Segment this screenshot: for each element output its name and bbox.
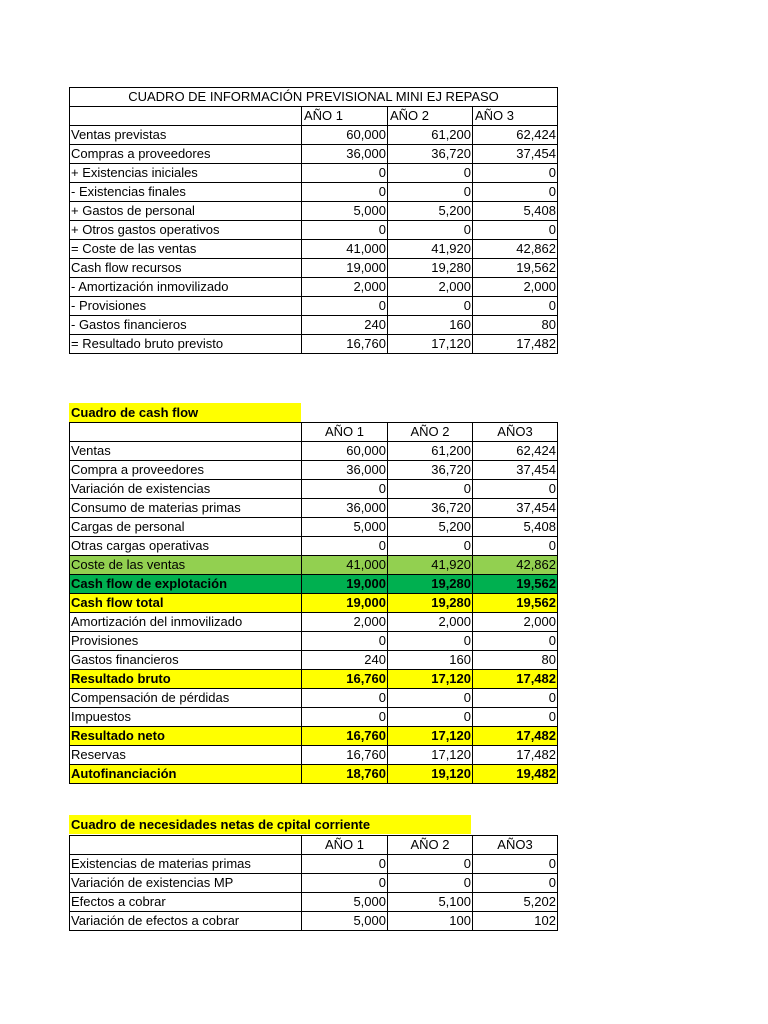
value-cell[interactable]: 2,000 [388, 613, 473, 632]
value-cell[interactable]: 160 [388, 316, 473, 335]
table-row [70, 259, 558, 278]
value-cell[interactable]: 0 [388, 297, 473, 316]
value-cell[interactable]: 37,454 [473, 145, 558, 164]
value-cell[interactable]: 0 [302, 632, 388, 651]
value-cell[interactable]: 36,000 [302, 461, 388, 480]
value-cell[interactable]: 62,424 [473, 126, 558, 145]
value-cell[interactable]: 102 [473, 912, 558, 931]
value-cell[interactable]: 17,482 [473, 335, 558, 354]
table-row [70, 613, 558, 632]
value-cell[interactable]: 19,120 [388, 765, 473, 784]
value-cell[interactable]: 42,862 [473, 240, 558, 259]
value-cell[interactable]: 19,280 [388, 594, 473, 613]
row-label[interactable]: = Coste de las ventas [70, 240, 302, 259]
value-cell[interactable]: 0 [473, 874, 558, 893]
row-label[interactable]: Variación de existencias MP [70, 874, 302, 893]
row-label[interactable]: Compra a proveedores [70, 461, 302, 480]
table-row [70, 632, 558, 651]
value-cell[interactable]: 2,000 [473, 613, 558, 632]
value-cell[interactable]: 16,760 [302, 746, 388, 765]
header-cell[interactable]: AÑO 1 [302, 836, 388, 855]
value-cell[interactable]: 16,760 [302, 727, 388, 746]
table-row-gross-result [70, 670, 558, 689]
value-cell[interactable]: 41,920 [388, 556, 473, 575]
value-cell[interactable]: 0 [388, 537, 473, 556]
value-cell[interactable]: 18,760 [302, 765, 388, 784]
row-label[interactable]: Ventas previstas [70, 126, 302, 145]
row-label[interactable]: Resultado bruto [70, 670, 302, 689]
value-cell[interactable]: 0 [302, 708, 388, 727]
value-cell[interactable]: 80 [473, 316, 558, 335]
value-cell[interactable]: 60,000 [302, 126, 388, 145]
value-cell[interactable]: 19,000 [302, 594, 388, 613]
row-label[interactable]: Compras a proveedores [70, 145, 302, 164]
value-cell[interactable]: 19,000 [302, 575, 388, 594]
value-cell[interactable]: 0 [473, 480, 558, 499]
value-cell[interactable]: 0 [388, 874, 473, 893]
table-row [70, 874, 558, 893]
value-cell[interactable]: 19,280 [388, 575, 473, 594]
table-row-net-result [70, 727, 558, 746]
value-cell[interactable]: 0 [302, 537, 388, 556]
value-cell[interactable]: 0 [388, 855, 473, 874]
value-cell[interactable]: 0 [388, 480, 473, 499]
value-cell[interactable]: 16,760 [302, 335, 388, 354]
value-cell[interactable]: 0 [302, 221, 388, 240]
header-row [70, 836, 558, 855]
value-cell[interactable]: 0 [388, 689, 473, 708]
value-cell[interactable]: 0 [473, 689, 558, 708]
value-cell[interactable]: 60,000 [302, 442, 388, 461]
header-cell[interactable]: AÑO3 [473, 423, 558, 442]
table-row [70, 518, 558, 537]
value-cell[interactable]: 0 [302, 297, 388, 316]
row-label[interactable]: - Gastos financieros [70, 316, 302, 335]
table-row [70, 221, 558, 240]
header-cell[interactable]: AÑO3 [473, 836, 558, 855]
value-cell[interactable]: 17,482 [473, 746, 558, 765]
value-cell[interactable]: 17,120 [388, 335, 473, 354]
value-cell[interactable]: 5,202 [473, 893, 558, 912]
value-cell[interactable]: 17,120 [388, 746, 473, 765]
row-label[interactable]: - Existencias finales [70, 183, 302, 202]
value-cell[interactable]: 0 [388, 708, 473, 727]
value-cell[interactable]: 0 [473, 221, 558, 240]
value-cell[interactable]: 19,562 [473, 594, 558, 613]
row-label[interactable]: Existencias de materias primas [70, 855, 302, 874]
value-cell[interactable]: 36,720 [388, 461, 473, 480]
value-cell[interactable]: 41,920 [388, 240, 473, 259]
value-cell[interactable]: 5,408 [473, 202, 558, 221]
value-cell[interactable]: 36,720 [388, 145, 473, 164]
value-cell[interactable]: 19,562 [473, 259, 558, 278]
cash-flow-table [69, 422, 558, 784]
table-row [70, 183, 558, 202]
table-row-cost-of-sales [70, 556, 558, 575]
table-row [70, 746, 558, 765]
forecast-info-table [69, 87, 558, 354]
row-label[interactable]: - Provisiones [70, 297, 302, 316]
value-cell[interactable]: 19,280 [388, 259, 473, 278]
header-cell[interactable]: AÑO 1 [302, 423, 388, 442]
table-row [70, 912, 558, 931]
value-cell[interactable]: 240 [302, 651, 388, 670]
value-cell[interactable]: 17,120 [388, 670, 473, 689]
header-cell[interactable]: AÑO 2 [388, 107, 473, 126]
value-cell[interactable]: 0 [473, 632, 558, 651]
table-row-total-cash-flow [70, 594, 558, 613]
value-cell[interactable]: 0 [388, 632, 473, 651]
value-cell[interactable]: 0 [388, 221, 473, 240]
row-label[interactable]: Amortización del inmovilizado [70, 613, 302, 632]
value-cell[interactable]: 2,000 [302, 613, 388, 632]
table-row [70, 126, 558, 145]
value-cell[interactable]: 5,200 [388, 202, 473, 221]
value-cell[interactable]: 160 [388, 651, 473, 670]
value-cell[interactable]: 16,760 [302, 670, 388, 689]
table-row [70, 893, 558, 912]
working-capital-table [69, 835, 558, 931]
table-row [70, 499, 558, 518]
value-cell[interactable]: 0 [473, 708, 558, 727]
value-cell[interactable]: 19,562 [473, 575, 558, 594]
value-cell[interactable]: 19,482 [473, 765, 558, 784]
row-label[interactable]: Cash flow recursos [70, 259, 302, 278]
row-label[interactable]: Efectos a cobrar [70, 893, 302, 912]
value-cell[interactable]: 0 [473, 537, 558, 556]
value-cell[interactable]: 36,000 [302, 499, 388, 518]
working-capital-section-title[interactable]: Cuadro de necesidades netas de cpital corriente [69, 815, 471, 834]
value-cell[interactable]: 17,482 [473, 727, 558, 746]
value-cell[interactable]: 61,200 [388, 126, 473, 145]
row-label[interactable]: Compensación de pérdidas [70, 689, 302, 708]
row-label[interactable]: = Resultado bruto previsto [70, 335, 302, 354]
table-title-row [70, 88, 558, 107]
row-label[interactable]: + Gastos de personal [70, 202, 302, 221]
table-row [70, 708, 558, 727]
table-row [70, 316, 558, 335]
row-label[interactable]: Provisiones [70, 632, 302, 651]
value-cell[interactable]: 5,000 [302, 893, 388, 912]
value-cell[interactable]: 5,000 [302, 912, 388, 931]
value-cell[interactable]: 0 [388, 164, 473, 183]
header-cell-empty[interactable] [70, 423, 302, 442]
table-row [70, 240, 558, 259]
header-cell[interactable]: AÑO 1 [302, 107, 388, 126]
value-cell[interactable]: 5,000 [302, 202, 388, 221]
value-cell[interactable]: 5,408 [473, 518, 558, 537]
value-cell[interactable]: 240 [302, 316, 388, 335]
value-cell[interactable]: 0 [302, 874, 388, 893]
value-cell[interactable]: 37,454 [473, 461, 558, 480]
row-label[interactable]: Cash flow total [70, 594, 302, 613]
header-cell[interactable]: AÑO 2 [388, 836, 473, 855]
row-label[interactable]: Cash flow de explotación [70, 575, 302, 594]
value-cell[interactable]: 41,000 [302, 556, 388, 575]
value-cell[interactable]: 61,200 [388, 442, 473, 461]
value-cell[interactable]: 5,100 [388, 893, 473, 912]
value-cell[interactable]: 19,000 [302, 259, 388, 278]
row-label[interactable]: Otras cargas operativas [70, 537, 302, 556]
table-row [70, 537, 558, 556]
value-cell[interactable]: 0 [302, 164, 388, 183]
table-row [70, 297, 558, 316]
value-cell[interactable]: 0 [302, 855, 388, 874]
value-cell[interactable]: 2,000 [473, 278, 558, 297]
table-row [70, 145, 558, 164]
value-cell[interactable]: 5,200 [388, 518, 473, 537]
table-row [70, 278, 558, 297]
header-row [70, 423, 558, 442]
row-label[interactable]: Cargas de personal [70, 518, 302, 537]
value-cell[interactable]: 0 [473, 164, 558, 183]
table-row [70, 689, 558, 708]
table-row [70, 480, 558, 499]
table-row [70, 855, 558, 874]
value-cell[interactable]: 0 [473, 297, 558, 316]
value-cell[interactable]: 17,120 [388, 727, 473, 746]
row-label[interactable]: Autofinanciación [70, 765, 302, 784]
row-label[interactable]: Coste de las ventas [70, 556, 302, 575]
table-row-operating-cash-flow [70, 575, 558, 594]
table-row-self-financing [70, 765, 558, 784]
value-cell[interactable]: 100 [388, 912, 473, 931]
value-cell[interactable]: 62,424 [473, 442, 558, 461]
table-title[interactable]: CUADRO DE INFORMACIÓN PREVISIONAL MINI EJ REPASO [70, 88, 558, 107]
value-cell[interactable]: 0 [302, 183, 388, 202]
value-cell[interactable]: 36,000 [302, 145, 388, 164]
row-label[interactable]: Variación de efectos a cobrar [70, 912, 302, 931]
value-cell[interactable]: 0 [302, 689, 388, 708]
table-row [70, 442, 558, 461]
row-label[interactable]: + Existencias iniciales [70, 164, 302, 183]
header-cell-empty[interactable] [70, 836, 302, 855]
cash-flow-section-title[interactable]: Cuadro de cash flow [69, 403, 301, 422]
row-label[interactable]: Variación de existencias [70, 480, 302, 499]
table-row [70, 461, 558, 480]
value-cell[interactable]: 0 [473, 183, 558, 202]
row-label[interactable]: Impuestos [70, 708, 302, 727]
value-cell[interactable]: 0 [302, 480, 388, 499]
value-cell[interactable]: 0 [473, 855, 558, 874]
value-cell[interactable]: 5,000 [302, 518, 388, 537]
row-label[interactable]: Reservas [70, 746, 302, 765]
value-cell[interactable]: 80 [473, 651, 558, 670]
value-cell[interactable]: 2,000 [302, 278, 388, 297]
row-label[interactable]: Gastos financieros [70, 651, 302, 670]
value-cell[interactable]: 0 [388, 183, 473, 202]
table-row [70, 202, 558, 221]
value-cell[interactable]: 41,000 [302, 240, 388, 259]
header-cell[interactable]: AÑO 3 [473, 107, 558, 126]
table-row [70, 164, 558, 183]
table-row [70, 335, 558, 354]
row-label[interactable]: Resultado neto [70, 727, 302, 746]
row-label[interactable]: - Amortización inmovilizado [70, 278, 302, 297]
row-label[interactable]: Ventas [70, 442, 302, 461]
table-row [70, 651, 558, 670]
value-cell[interactable]: 42,862 [473, 556, 558, 575]
header-row [70, 107, 558, 126]
row-label[interactable]: Consumo de materias primas [70, 499, 302, 518]
value-cell[interactable]: 36,720 [388, 499, 473, 518]
row-label[interactable]: + Otros gastos operativos [70, 221, 302, 240]
header-cell[interactable]: AÑO 2 [388, 423, 473, 442]
value-cell[interactable]: 2,000 [388, 278, 473, 297]
value-cell[interactable]: 37,454 [473, 499, 558, 518]
header-cell-empty[interactable] [70, 107, 302, 126]
value-cell[interactable]: 17,482 [473, 670, 558, 689]
